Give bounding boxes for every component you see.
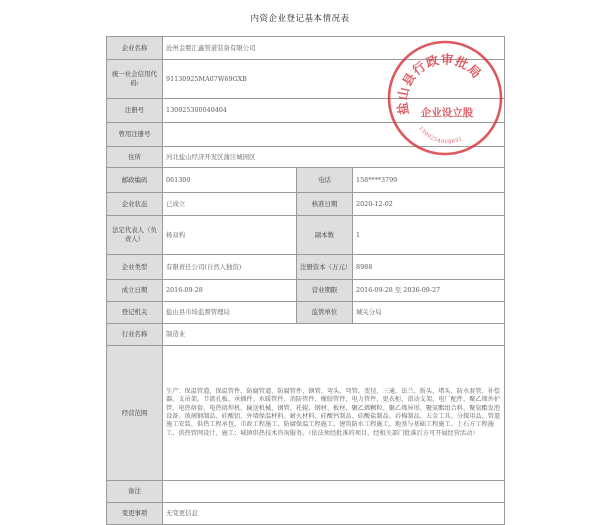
label-former-name: 曾用注册号	[107, 123, 163, 147]
label-established: 成立日期	[107, 280, 163, 302]
value-remark	[163, 481, 505, 503]
row-reg-no	[107, 99, 505, 123]
row-remark	[107, 481, 505, 503]
value-scope: 生产：保温管道、保温管件、防腐管道、防腐管件、钢管、弯头、弯管、变径、三通、法兰、扳头、堵头、防水套管、补偿器、支吊架、节流孔板、承插件、水暖管件、消防管件、橡胶管件、电力管件、更衣柜、滑动支架、电厂配件、聚乙烯外护管、电热熔套、电热熔焊机、输送机械、钢管、托辊、钢材、板材、聚乙烯颗粒、聚乙烯异形、聚氨酯组合料、聚氨酯发泡设备、玻璃钢制品、硅酸铝、外墙保温材料、耐火材料、硅酸钙制品、硅酸盐制品、岩棉制品、五金工具、分探用品、管道施工安装、供热工程承包、市政工程施工、防腐保温工程施工、建筑防水工程施工、地基与基础工程施工、土石方工程施工、供热管网设计、施工；城镇供热技术咨询服务。（依法须经批准的项目，经相关部门批准后方可开展经营活动）	[163, 346, 505, 481]
row-address	[107, 147, 505, 168]
value-company-name: 沧州金婴汇鑫管道装备有限公司	[163, 37, 505, 60]
row-established	[107, 280, 505, 302]
value-postal: 061300	[163, 168, 297, 193]
label-reg-no: 注册号	[107, 99, 163, 123]
value-copies: 1	[353, 216, 505, 255]
value-status: 已成立	[163, 193, 297, 216]
value-change: 无变更信息	[163, 503, 505, 525]
page-title: 内资企业登记基本情况表	[250, 14, 350, 24]
label-approve-date: 核准日期	[297, 193, 353, 216]
label-type: 企业类型	[107, 255, 163, 280]
value-credit-code: 91130925MA07W69GXB	[163, 60, 505, 99]
row-change	[107, 503, 505, 525]
label-industry: 行业名称	[107, 324, 163, 346]
label-capital: 注册资本（万元）	[297, 255, 353, 280]
label-postal: 邮政编码	[107, 168, 163, 193]
label-copies: 副本数	[297, 216, 353, 255]
row-authority	[107, 302, 505, 324]
label-term: 营业期限	[297, 280, 353, 302]
seal-center-text: 企业设立股	[420, 107, 474, 119]
value-phone: 158****3799	[353, 168, 505, 193]
row-credit-code	[107, 60, 505, 99]
label-credit-code: 统一社会信用代码:	[107, 60, 163, 99]
value-approve-date: 2020-12-02	[353, 193, 505, 216]
row-status	[107, 193, 505, 216]
value-established: 2016-09-28	[163, 280, 297, 302]
value-term: 2016-09-28 至 2036-09-27	[353, 280, 505, 302]
label-supervisor: 监管单位	[297, 302, 353, 324]
row-legal-rep	[107, 216, 505, 255]
value-supervisor: 城关分局	[353, 302, 505, 324]
value-capital: 8988	[353, 255, 505, 280]
registration-table	[106, 36, 505, 525]
row-type	[107, 255, 505, 280]
label-authority: 登记机关	[107, 302, 163, 324]
value-legal-rep: 杨双构	[163, 216, 297, 255]
label-scope: 经营范围	[107, 346, 163, 481]
label-change: 变更事项	[107, 503, 163, 525]
label-company-name: 企业名称	[107, 37, 163, 60]
row-former-name	[107, 123, 505, 147]
row-industry	[107, 324, 505, 346]
row-postal	[107, 168, 505, 193]
value-address: 河北盐山经济开发区蒲洼城园区	[163, 147, 505, 168]
label-legal-rep: 法定代表人（负责人）	[107, 216, 163, 255]
label-phone: 电话	[297, 168, 353, 193]
row-name	[107, 37, 505, 60]
label-address: 住所	[107, 147, 163, 168]
value-reg-no: 130925300040404	[163, 99, 505, 123]
value-type: 有限责任公司(自然人独资)	[163, 255, 297, 280]
value-industry: 制造业	[163, 324, 505, 346]
value-former-name	[163, 123, 505, 147]
label-status: 企业状态	[107, 193, 163, 216]
seal-code-textpath: 1309254008831	[417, 125, 464, 146]
value-authority: 盐山县市场监督管理局	[163, 302, 297, 324]
row-scope	[107, 346, 505, 481]
seal-top-textpath: 盐山县行政审批局	[394, 51, 485, 116]
label-remark: 备注	[107, 481, 163, 503]
